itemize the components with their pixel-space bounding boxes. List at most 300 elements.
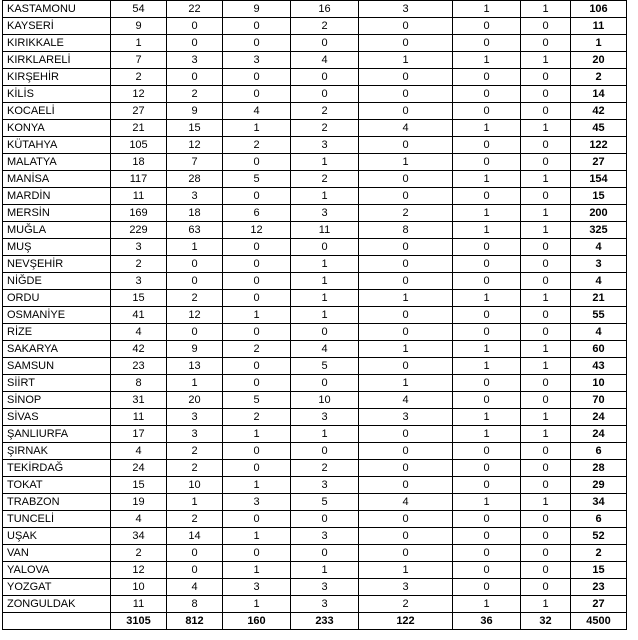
table-body — [3, 1, 627, 630]
value-cell: 1 — [453, 596, 521, 613]
value-cell: 17 — [111, 426, 167, 443]
value-cell: 1 — [359, 341, 453, 358]
value-cell: 0 — [359, 86, 453, 103]
province-name-cell: SİİRT — [3, 375, 111, 392]
value-cell: 2 — [167, 443, 223, 460]
table-row — [3, 171, 627, 188]
value-cell: 0 — [521, 511, 571, 528]
row-total-cell: 11 — [571, 18, 627, 35]
row-total-cell: 4 — [571, 324, 627, 341]
value-cell: 0 — [167, 545, 223, 562]
table-row — [3, 35, 627, 52]
value-cell: 7 — [111, 52, 167, 69]
value-cell: 0 — [521, 545, 571, 562]
value-cell: 3 — [291, 596, 359, 613]
value-cell: 0 — [521, 477, 571, 494]
value-cell: 5 — [291, 494, 359, 511]
value-cell: 0 — [223, 239, 291, 256]
table-row — [3, 562, 627, 579]
value-cell: 1 — [223, 120, 291, 137]
value-cell: 1 — [167, 239, 223, 256]
value-cell: 0 — [359, 443, 453, 460]
value-cell: 0 — [359, 545, 453, 562]
value-cell: 5 — [291, 358, 359, 375]
province-name-cell: SAMSUN — [3, 358, 111, 375]
value-cell: 1 — [359, 562, 453, 579]
value-cell: 1 — [521, 426, 571, 443]
province-name-cell: VAN — [3, 545, 111, 562]
row-total-cell: 4 — [571, 239, 627, 256]
value-cell: 15 — [111, 290, 167, 307]
value-cell: 1 — [453, 52, 521, 69]
value-cell: 1 — [111, 35, 167, 52]
value-cell: 1 — [453, 171, 521, 188]
province-name-cell: NİĞDE — [3, 273, 111, 290]
value-cell: 4 — [291, 52, 359, 69]
value-cell: 34 — [111, 528, 167, 545]
row-total-cell: 24 — [571, 426, 627, 443]
table-row — [3, 409, 627, 426]
table-row — [3, 273, 627, 290]
value-cell: 0 — [453, 477, 521, 494]
value-cell: 3 — [167, 188, 223, 205]
totals-label-cell — [3, 613, 111, 630]
row-total-cell: 6 — [571, 511, 627, 528]
grand-total-cell: 4500 — [571, 613, 627, 630]
value-cell: 2 — [223, 341, 291, 358]
value-cell: 0 — [167, 18, 223, 35]
value-cell: 0 — [521, 579, 571, 596]
value-cell: 5 — [223, 171, 291, 188]
value-cell: 0 — [359, 188, 453, 205]
value-cell: 0 — [167, 35, 223, 52]
value-cell: 0 — [359, 511, 453, 528]
value-cell: 1 — [291, 154, 359, 171]
row-total-cell: 52 — [571, 528, 627, 545]
province-name-cell: ZONGULDAK — [3, 596, 111, 613]
value-cell: 0 — [521, 307, 571, 324]
province-table-container — [2, 0, 627, 630]
value-cell: 12 — [223, 222, 291, 239]
province-name-cell: SİNOP — [3, 392, 111, 409]
row-total-cell: 27 — [571, 596, 627, 613]
value-cell: 0 — [223, 86, 291, 103]
value-cell: 12 — [167, 137, 223, 154]
column-total-cell: 122 — [359, 613, 453, 630]
column-total-cell: 36 — [453, 613, 521, 630]
value-cell: 9 — [167, 341, 223, 358]
value-cell: 1 — [359, 375, 453, 392]
value-cell: 3 — [291, 477, 359, 494]
value-cell: 20 — [167, 392, 223, 409]
value-cell: 21 — [111, 120, 167, 137]
value-cell: 0 — [453, 35, 521, 52]
row-total-cell: 60 — [571, 341, 627, 358]
value-cell: 3 — [223, 52, 291, 69]
value-cell: 0 — [291, 545, 359, 562]
value-cell: 1 — [223, 596, 291, 613]
value-cell: 15 — [111, 477, 167, 494]
table-row — [3, 579, 627, 596]
value-cell: 8 — [167, 596, 223, 613]
table-row — [3, 1, 627, 18]
value-cell: 2 — [223, 409, 291, 426]
value-cell: 0 — [521, 103, 571, 120]
value-cell: 42 — [111, 341, 167, 358]
row-total-cell: 3 — [571, 256, 627, 273]
value-cell: 3 — [359, 409, 453, 426]
table-row — [3, 86, 627, 103]
province-name-cell: YALOVA — [3, 562, 111, 579]
province-name-cell: KIRIKKALE — [3, 35, 111, 52]
row-total-cell: 6 — [571, 443, 627, 460]
row-total-cell: 2 — [571, 545, 627, 562]
value-cell: 0 — [291, 239, 359, 256]
value-cell: 2 — [167, 460, 223, 477]
value-cell: 0 — [167, 562, 223, 579]
province-name-cell: UŞAK — [3, 528, 111, 545]
value-cell: 0 — [291, 443, 359, 460]
table-row — [3, 358, 627, 375]
province-name-cell: MUŞ — [3, 239, 111, 256]
value-cell: 1 — [223, 477, 291, 494]
value-cell: 1 — [453, 205, 521, 222]
column-total-cell: 233 — [291, 613, 359, 630]
province-name-cell: RİZE — [3, 324, 111, 341]
value-cell: 5 — [223, 392, 291, 409]
value-cell: 9 — [167, 103, 223, 120]
value-cell: 3 — [223, 494, 291, 511]
row-total-cell: 200 — [571, 205, 627, 222]
table-row — [3, 239, 627, 256]
value-cell: 0 — [453, 443, 521, 460]
table-row — [3, 120, 627, 137]
value-cell: 0 — [359, 307, 453, 324]
row-total-cell: 27 — [571, 154, 627, 171]
value-cell: 0 — [521, 273, 571, 290]
value-cell: 3 — [111, 239, 167, 256]
value-cell: 0 — [453, 137, 521, 154]
table-row — [3, 324, 627, 341]
value-cell: 0 — [453, 69, 521, 86]
value-cell: 0 — [521, 460, 571, 477]
value-cell: 0 — [291, 511, 359, 528]
value-cell: 1 — [521, 290, 571, 307]
value-cell: 2 — [167, 86, 223, 103]
value-cell: 0 — [453, 239, 521, 256]
value-cell: 0 — [521, 562, 571, 579]
value-cell: 1 — [291, 273, 359, 290]
row-total-cell: 24 — [571, 409, 627, 426]
value-cell: 27 — [111, 103, 167, 120]
value-cell: 1 — [223, 426, 291, 443]
value-cell: 3 — [223, 579, 291, 596]
value-cell: 12 — [111, 86, 167, 103]
value-cell: 0 — [453, 545, 521, 562]
column-total-cell: 32 — [521, 613, 571, 630]
province-name-cell: KONYA — [3, 120, 111, 137]
value-cell: 3 — [291, 409, 359, 426]
row-total-cell: 122 — [571, 137, 627, 154]
value-cell: 0 — [167, 273, 223, 290]
province-name-cell: ŞANLIURFA — [3, 426, 111, 443]
value-cell: 8 — [111, 375, 167, 392]
value-cell: 0 — [359, 426, 453, 443]
value-cell: 0 — [359, 273, 453, 290]
value-cell: 0 — [453, 579, 521, 596]
value-cell: 18 — [167, 205, 223, 222]
value-cell: 0 — [453, 392, 521, 409]
row-total-cell: 34 — [571, 494, 627, 511]
row-total-cell: 154 — [571, 171, 627, 188]
value-cell: 1 — [521, 52, 571, 69]
value-cell: 1 — [359, 290, 453, 307]
value-cell: 3 — [111, 273, 167, 290]
value-cell: 1 — [521, 596, 571, 613]
value-cell: 1 — [167, 494, 223, 511]
province-name-cell: TOKAT — [3, 477, 111, 494]
value-cell: 3 — [167, 426, 223, 443]
value-cell: 4 — [359, 120, 453, 137]
value-cell: 9 — [111, 18, 167, 35]
table-row — [3, 443, 627, 460]
row-total-cell: 43 — [571, 358, 627, 375]
value-cell: 3 — [359, 1, 453, 18]
value-cell: 2 — [291, 171, 359, 188]
table-row — [3, 222, 627, 239]
value-cell: 0 — [359, 528, 453, 545]
table-row — [3, 69, 627, 86]
value-cell: 0 — [223, 324, 291, 341]
table-row — [3, 494, 627, 511]
value-cell: 1 — [521, 171, 571, 188]
value-cell: 0 — [359, 477, 453, 494]
value-cell: 11 — [111, 188, 167, 205]
value-cell: 16 — [291, 1, 359, 18]
value-cell: 1 — [453, 1, 521, 18]
value-cell: 4 — [359, 494, 453, 511]
value-cell: 0 — [359, 69, 453, 86]
value-cell: 0 — [359, 103, 453, 120]
province-name-cell: OSMANİYE — [3, 307, 111, 324]
table-row — [3, 460, 627, 477]
value-cell: 3 — [359, 579, 453, 596]
value-cell: 0 — [291, 35, 359, 52]
row-total-cell: 1 — [571, 35, 627, 52]
row-total-cell: 55 — [571, 307, 627, 324]
value-cell: 4 — [167, 579, 223, 596]
column-total-cell: 160 — [223, 613, 291, 630]
value-cell: 24 — [111, 460, 167, 477]
value-cell: 2 — [111, 545, 167, 562]
value-cell: 3 — [167, 409, 223, 426]
value-cell: 0 — [521, 35, 571, 52]
table-row — [3, 426, 627, 443]
value-cell: 0 — [453, 18, 521, 35]
value-cell: 0 — [359, 18, 453, 35]
row-total-cell: 15 — [571, 188, 627, 205]
value-cell: 2 — [223, 137, 291, 154]
table-row — [3, 375, 627, 392]
value-cell: 0 — [453, 528, 521, 545]
value-cell: 1 — [453, 358, 521, 375]
value-cell: 12 — [167, 307, 223, 324]
value-cell: 0 — [223, 290, 291, 307]
value-cell: 0 — [291, 86, 359, 103]
province-name-cell: YOZGAT — [3, 579, 111, 596]
value-cell: 1 — [521, 341, 571, 358]
province-name-cell: TUNCELİ — [3, 511, 111, 528]
province-name-cell: KIRŞEHİR — [3, 69, 111, 86]
table-row — [3, 205, 627, 222]
value-cell: 10 — [291, 392, 359, 409]
value-cell: 0 — [291, 69, 359, 86]
value-cell: 0 — [521, 137, 571, 154]
value-cell: 1 — [291, 562, 359, 579]
value-cell: 3 — [291, 205, 359, 222]
province-name-cell: MALATYA — [3, 154, 111, 171]
value-cell: 0 — [359, 171, 453, 188]
value-cell: 22 — [167, 1, 223, 18]
value-cell: 1 — [521, 120, 571, 137]
province-name-cell: SİVAS — [3, 409, 111, 426]
value-cell: 0 — [223, 460, 291, 477]
value-cell: 1 — [223, 562, 291, 579]
value-cell: 0 — [223, 273, 291, 290]
value-cell: 1 — [453, 494, 521, 511]
value-cell: 11 — [111, 596, 167, 613]
value-cell: 0 — [453, 103, 521, 120]
province-name-cell: MANİSA — [3, 171, 111, 188]
value-cell: 0 — [167, 69, 223, 86]
value-cell: 1 — [453, 290, 521, 307]
value-cell: 10 — [167, 477, 223, 494]
table-row — [3, 511, 627, 528]
row-total-cell: 15 — [571, 562, 627, 579]
value-cell: 12 — [111, 562, 167, 579]
table-row — [3, 341, 627, 358]
value-cell: 0 — [223, 256, 291, 273]
value-cell: 1 — [521, 409, 571, 426]
province-name-cell: SAKARYA — [3, 341, 111, 358]
province-name-cell: TRABZON — [3, 494, 111, 511]
row-total-cell: 4 — [571, 273, 627, 290]
value-cell: 3 — [291, 137, 359, 154]
value-cell: 0 — [223, 358, 291, 375]
value-cell: 31 — [111, 392, 167, 409]
row-total-cell: 10 — [571, 375, 627, 392]
value-cell: 0 — [521, 375, 571, 392]
row-total-cell: 14 — [571, 86, 627, 103]
value-cell: 14 — [167, 528, 223, 545]
value-cell: 0 — [521, 443, 571, 460]
value-cell: 4 — [223, 103, 291, 120]
value-cell: 2 — [111, 256, 167, 273]
value-cell: 1 — [291, 290, 359, 307]
value-cell: 0 — [521, 69, 571, 86]
value-cell: 1 — [359, 154, 453, 171]
value-cell: 1 — [291, 426, 359, 443]
table-row — [3, 103, 627, 120]
row-total-cell: 325 — [571, 222, 627, 239]
province-statistics-table — [2, 0, 627, 630]
value-cell: 0 — [167, 256, 223, 273]
value-cell: 1 — [453, 426, 521, 443]
value-cell: 229 — [111, 222, 167, 239]
value-cell: 41 — [111, 307, 167, 324]
value-cell: 2 — [167, 511, 223, 528]
table-row — [3, 256, 627, 273]
province-name-cell: ORDU — [3, 290, 111, 307]
value-cell: 19 — [111, 494, 167, 511]
table-row — [3, 528, 627, 545]
value-cell: 1 — [453, 120, 521, 137]
value-cell: 6 — [223, 205, 291, 222]
table-row — [3, 52, 627, 69]
value-cell: 18 — [111, 154, 167, 171]
province-name-cell: MERSİN — [3, 205, 111, 222]
row-total-cell: 20 — [571, 52, 627, 69]
value-cell: 2 — [359, 596, 453, 613]
value-cell: 1 — [291, 188, 359, 205]
row-total-cell: 28 — [571, 460, 627, 477]
value-cell: 8 — [359, 222, 453, 239]
value-cell: 3 — [167, 52, 223, 69]
value-cell: 3 — [291, 579, 359, 596]
value-cell: 1 — [453, 341, 521, 358]
column-total-cell: 3105 — [111, 613, 167, 630]
value-cell: 2 — [291, 460, 359, 477]
table-row — [3, 545, 627, 562]
value-cell: 0 — [359, 137, 453, 154]
totals-row — [3, 613, 627, 630]
value-cell: 3 — [291, 528, 359, 545]
value-cell: 1 — [291, 307, 359, 324]
value-cell: 0 — [167, 324, 223, 341]
value-cell: 0 — [223, 35, 291, 52]
value-cell: 13 — [167, 358, 223, 375]
row-total-cell: 70 — [571, 392, 627, 409]
table-row — [3, 596, 627, 613]
value-cell: 0 — [521, 188, 571, 205]
value-cell: 2 — [291, 120, 359, 137]
value-cell: 4 — [111, 511, 167, 528]
value-cell: 0 — [453, 511, 521, 528]
value-cell: 1 — [521, 205, 571, 222]
value-cell: 1 — [453, 222, 521, 239]
table-row — [3, 154, 627, 171]
value-cell: 105 — [111, 137, 167, 154]
value-cell: 0 — [359, 239, 453, 256]
value-cell: 1 — [291, 256, 359, 273]
value-cell: 0 — [223, 511, 291, 528]
province-name-cell: KAYSERİ — [3, 18, 111, 35]
value-cell: 0 — [223, 443, 291, 460]
value-cell: 2 — [291, 103, 359, 120]
table-row — [3, 188, 627, 205]
row-total-cell: 23 — [571, 579, 627, 596]
row-total-cell: 45 — [571, 120, 627, 137]
value-cell: 0 — [453, 273, 521, 290]
value-cell: 11 — [291, 222, 359, 239]
value-cell: 0 — [521, 256, 571, 273]
value-cell: 0 — [453, 460, 521, 477]
value-cell: 4 — [111, 324, 167, 341]
province-name-cell: KÜTAHYA — [3, 137, 111, 154]
value-cell: 0 — [453, 562, 521, 579]
table-row — [3, 477, 627, 494]
value-cell: 0 — [359, 324, 453, 341]
